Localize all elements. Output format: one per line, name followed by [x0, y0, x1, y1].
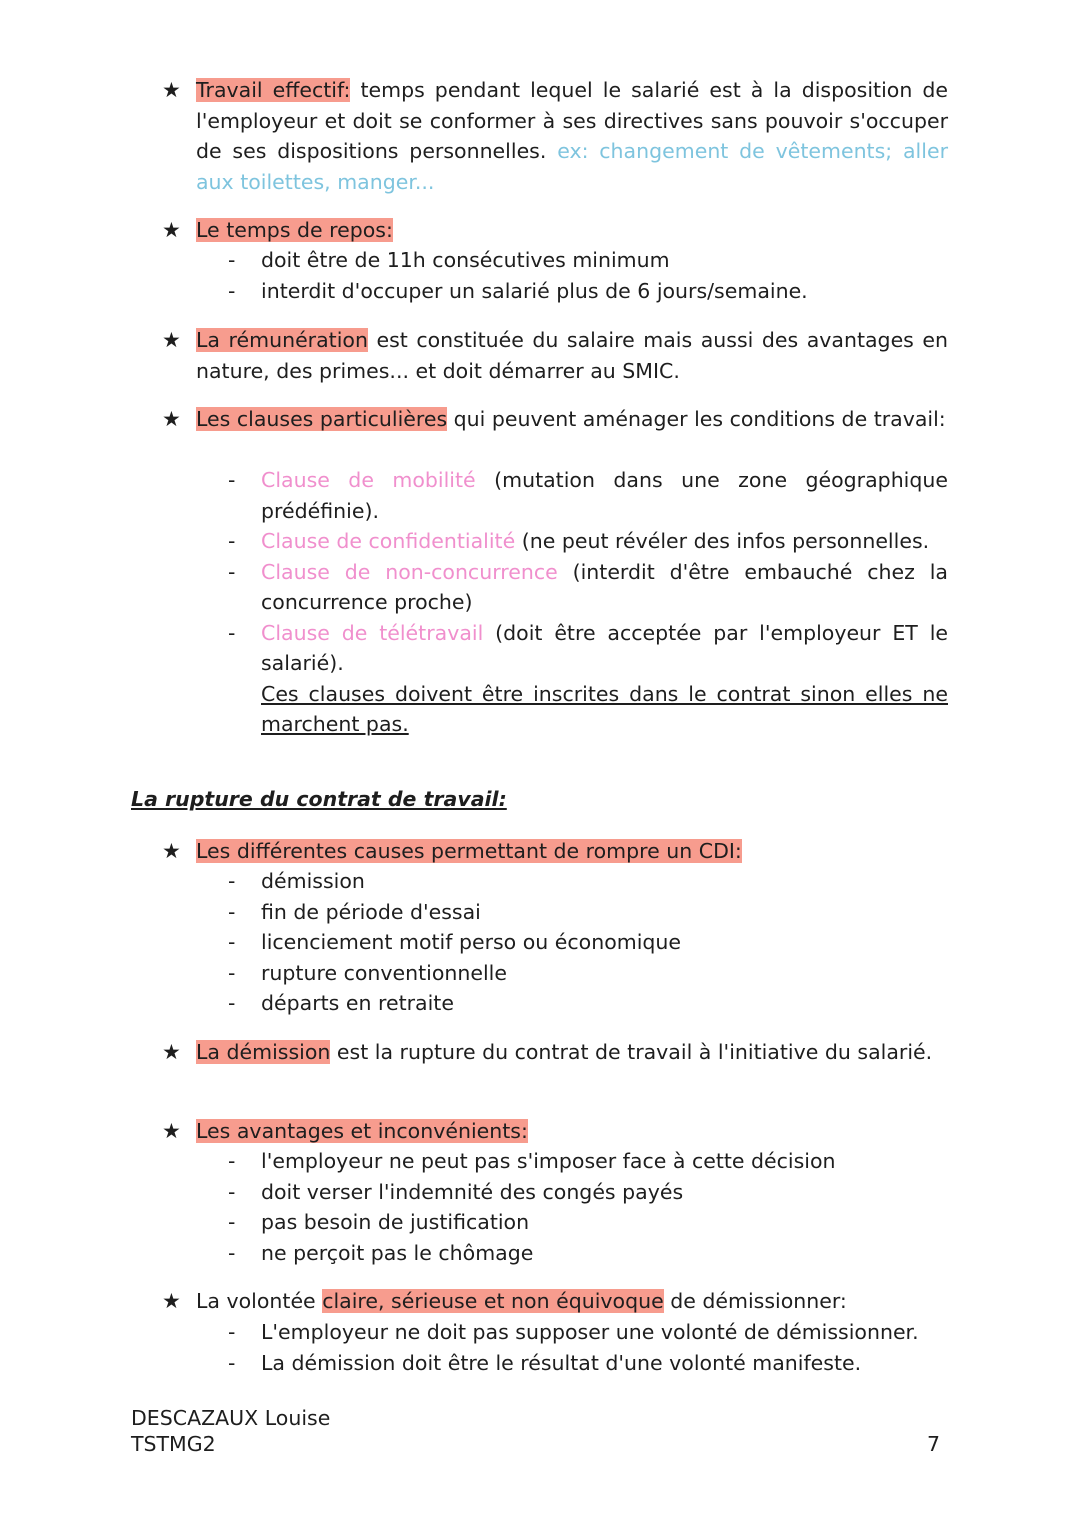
highlighted-term: claire, sérieuse et non équivoque	[322, 1289, 664, 1313]
clause-name: Clause de non-concurrence	[261, 559, 558, 584]
highlighted-term: La démission	[196, 1040, 331, 1064]
dash: -	[228, 899, 236, 924]
list-item	[162, 1146, 948, 1177]
footer	[131, 1405, 330, 1457]
definition-text: est la rupture du contrat de travail à l'initiative du salarié.	[330, 1040, 933, 1064]
paragraph	[196, 1286, 948, 1317]
paragraph	[196, 1116, 948, 1147]
list-item-text: doit être de 11h consécutives minimum	[261, 248, 670, 272]
dash: -	[228, 559, 236, 584]
causes-list	[162, 866, 948, 1019]
dash: -	[228, 468, 236, 492]
page-number: 7	[927, 1432, 941, 1456]
bullet-temps-repos	[162, 215, 948, 246]
list-item	[162, 866, 948, 897]
bullet-avantages	[162, 1116, 948, 1147]
paragraph	[196, 75, 948, 197]
list-item	[162, 1238, 948, 1269]
list-item	[162, 618, 948, 679]
list-item	[162, 245, 948, 276]
bullet-volonte	[162, 1286, 948, 1317]
list-item	[162, 958, 948, 989]
list-item-text: pas besoin de justification	[261, 1210, 530, 1234]
list-item	[162, 557, 948, 618]
bullet-clauses	[162, 404, 948, 435]
paragraph	[196, 404, 948, 435]
bullet-demission	[162, 1037, 948, 1068]
definition-text: temps pendant lequel le salarié est à la disposition de l'employeur et doit se conformer à ses directives sans pouvoir s'occuper de ses dispositions personnelles.	[196, 78, 948, 163]
dash: -	[228, 1240, 236, 1265]
dash: -	[228, 1149, 236, 1173]
clauses-note: Ces clauses doivent être inscrites dans le contrat sinon elles ne marchent pas.	[261, 681, 948, 736]
list-item	[162, 526, 948, 557]
text-after: de démissionner:	[663, 1289, 847, 1313]
star-icon: ★	[162, 1119, 181, 1143]
star-icon: ★	[162, 78, 181, 102]
clause-name: Clause de mobilité	[261, 468, 476, 492]
list-item-text: licenciement motif perso ou économique	[261, 930, 682, 954]
list-item	[162, 988, 948, 1019]
clause-name: Clause de télétravail	[261, 620, 484, 645]
star-icon: ★	[162, 1289, 181, 1313]
repos-list	[162, 245, 948, 306]
star-icon: ★	[162, 218, 181, 242]
list-item-text: L'employeur ne doit pas supposer une volonté de démissionner.	[261, 1320, 919, 1344]
dash: -	[228, 930, 236, 954]
dash: -	[228, 1179, 236, 1204]
clauses-list	[162, 465, 948, 679]
paragraph	[196, 325, 948, 386]
list-item	[162, 1207, 948, 1238]
clause-name: Clause de confidentialité	[261, 529, 516, 553]
dash: -	[228, 620, 236, 645]
dash: -	[228, 529, 236, 553]
example-text: ex: changement de vêtements; aller aux toilettes, manger...	[196, 139, 948, 194]
star-icon: ★	[162, 407, 181, 431]
highlighted-term: Les avantages et inconvénients:	[196, 1119, 528, 1143]
list-item-text: l'employeur ne peut pas s'imposer face à cette décision	[261, 1149, 836, 1173]
list-item-text: interdit d'occuper un salarié plus de 6 jours/semaine.	[261, 278, 808, 303]
highlighted-term: Le temps de repos:	[196, 218, 393, 242]
clause-desc: (interdit d'être embauché chez la concurrence proche)	[261, 559, 948, 614]
list-item	[162, 927, 948, 958]
star-icon: ★	[162, 839, 181, 863]
star-icon: ★	[162, 328, 181, 352]
dash: -	[228, 991, 236, 1015]
list-item-text: ne perçoit pas le chômage	[261, 1240, 534, 1265]
list-item-text: fin de période d'essai	[261, 899, 481, 924]
dash: -	[228, 1350, 236, 1375]
list-item	[162, 897, 948, 928]
list-item	[162, 1317, 948, 1348]
text-before: La volontée	[196, 1289, 323, 1313]
list-item	[162, 465, 948, 526]
highlighted-term: Les différentes causes permettant de rompre un CDI:	[196, 839, 742, 863]
volonte-list	[162, 1317, 948, 1378]
author-name: DESCAZAUX Louise	[131, 1406, 331, 1430]
class-name: TSTMG2	[131, 1432, 216, 1456]
bullet-remuneration	[162, 325, 948, 386]
dash: -	[228, 869, 236, 893]
dash: -	[228, 1210, 236, 1234]
section-title: La rupture du contrat de travail:	[131, 787, 507, 811]
paragraph	[196, 1037, 948, 1068]
list-item	[162, 1177, 948, 1208]
definition-text: est constituée du salaire mais aussi des avantages en nature, des primes... et doit démarrer au SMIC.	[196, 328, 949, 383]
list-item-text: rupture conventionnelle	[261, 960, 507, 985]
list-item-text: départs en retraite	[261, 991, 454, 1015]
definition-text: qui peuvent aménager les conditions de travail:	[447, 407, 946, 431]
list-item-text: doit verser l'indemnité des congés payés	[261, 1179, 684, 1204]
paragraph	[196, 215, 948, 246]
star-icon: ★	[162, 1040, 181, 1064]
highlighted-term: La rémunération	[196, 328, 368, 352]
bullet-travail-effectif	[162, 75, 948, 197]
avantages-list	[162, 1146, 948, 1268]
dash: -	[228, 1320, 236, 1344]
dash: -	[228, 278, 236, 303]
dash: -	[228, 960, 236, 985]
bullet-causes-rupture	[162, 836, 948, 867]
dash: -	[228, 248, 236, 272]
highlighted-term: Les clauses particulières	[196, 407, 448, 431]
clause-desc: (mutation dans une zone géographique prédéfinie).	[261, 468, 948, 523]
clauses-block	[162, 465, 948, 740]
list-item	[162, 276, 948, 307]
list-item	[162, 1348, 948, 1379]
clause-desc: (ne peut révéler des infos personnelles.	[515, 529, 930, 553]
clause-desc: (doit être acceptée par l'employeur ET le salarié).	[261, 620, 948, 675]
list-item-text: démission	[261, 869, 365, 893]
paragraph	[196, 836, 948, 867]
highlighted-term: Travail effectif:	[196, 78, 351, 102]
list-item-text: La démission doit être le résultat d'une volonté manifeste.	[261, 1350, 862, 1375]
